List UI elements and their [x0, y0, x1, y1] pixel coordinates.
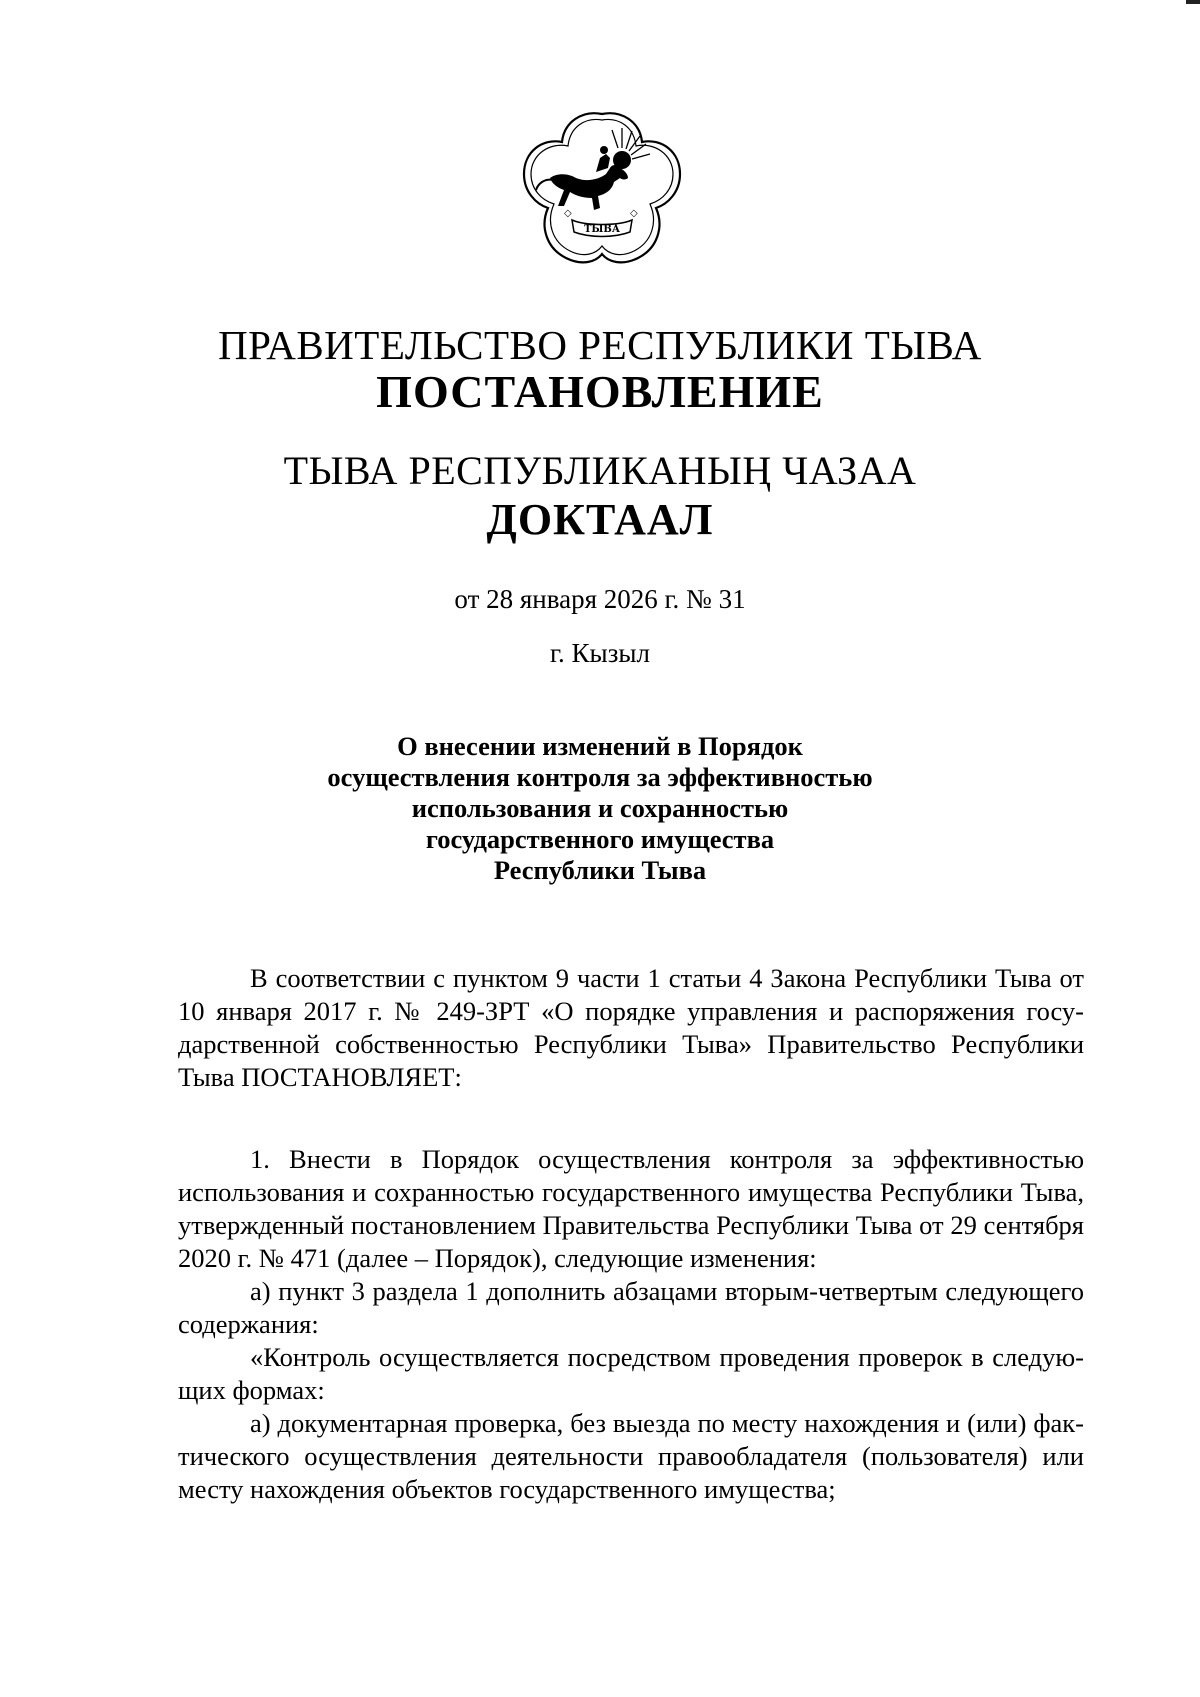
title-line: Республики Тыва: [493, 855, 707, 885]
scan-corner-mark: [1186, 0, 1200, 4]
title-line: использования и сохранностью: [411, 793, 789, 823]
title-line: О внесении изменений в Порядок: [397, 731, 803, 761]
tuva-coat-of-arms-icon: [514, 108, 690, 280]
body-paragraph: а) пункт 3 раздела 1 дополнить абзацами вторым-четвертым следующего содержания:: [178, 1276, 1084, 1339]
government-name-tv: ТЫВА РЕСПУБЛИКАНЫҢ ЧАЗАА: [283, 448, 917, 493]
document-type-ru: ПОСТАНОВЛЕНИЕ: [376, 366, 824, 417]
svg-text:◇: ◇: [564, 208, 572, 219]
body-block: [178, 1143, 1084, 1506]
body-paragraph: 1. Внести в Порядок осуществления контроля за эффективностью использования и сохранностью государственного имущества Республики Тыва, утвержденный постановлением Правительства Республики Тыва от 29 сентября 2020 г. № 471 (далее – Порядок), следующие изменения:: [178, 1144, 1084, 1273]
title-line: осуществления контроля за эффективностью: [327, 762, 873, 792]
svg-text:◇: ◇: [630, 208, 638, 219]
body-paragraph: «Контроль осуществляется посредством проведения проверок в следующих формах:: [178, 1342, 1084, 1405]
document-date-number: от 28 января 2026 г. № 31: [454, 584, 746, 614]
emblem-inscription: ТЫВА: [583, 224, 621, 235]
preamble-block: [178, 962, 1084, 1094]
document-city: г. Кызыл: [550, 638, 650, 668]
document-type-tv: ДОКТААЛ: [486, 495, 714, 544]
preamble-paragraph: В соответствии с пунктом 9 части 1 статьи 4 Закона Республики Тыва от 10 января 2017 г. № 249-ЗРТ «О порядке управления и распоряжения государственной собственностью Республики Тыва» Правительство Республики Тыва ПОСТАНОВЛЯЕТ:: [178, 963, 1084, 1092]
government-name-ru: ПРАВИТЕЛЬСТВО РЕСПУБЛИКИ ТЫВА: [218, 322, 982, 368]
body-paragraph: а) документарная проверка, без выезда по месту нахождения и (или) фактического осуществления деятельности правообладателя (пользователя) или месту нахождения объектов государственного имущества;: [178, 1408, 1084, 1504]
document-title: [300, 731, 900, 886]
title-line: государственного имущества: [425, 824, 775, 854]
